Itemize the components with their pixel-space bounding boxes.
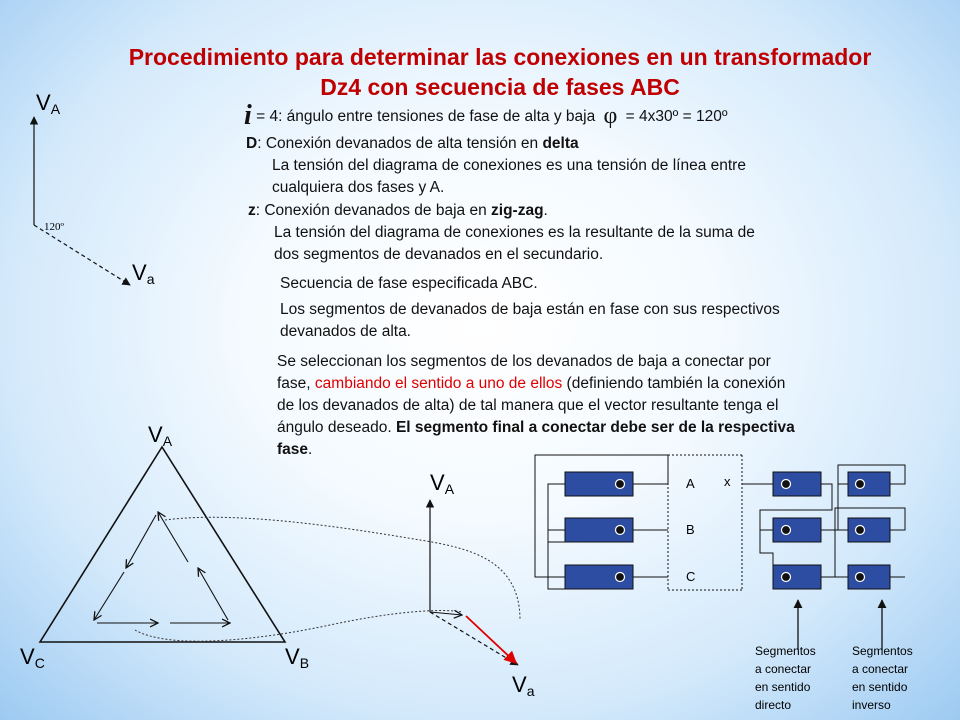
selection-line-3: de los devanados de alta) de tal manera que el vector resultante tenga el xyxy=(277,397,779,414)
formula-text-a: = 4: ángulo entre tensiones de fase de alta y baja xyxy=(256,108,596,125)
phasor-mid-resultant-arrow xyxy=(466,616,516,663)
delta-desc-1: La tensión del diagrama de conexiones es una tensión de línea entre xyxy=(272,157,746,174)
selection-line-1: Se seleccionan los segmentos de los devanados de baja a conectar por xyxy=(277,353,771,370)
caption-inverse-line-1: Segmentos xyxy=(852,644,913,658)
selection-line-4a: ángulo deseado. xyxy=(277,419,396,436)
terminal-b-label: B xyxy=(686,522,695,537)
caption-direct xyxy=(755,644,816,712)
phasor-top-vb-label: Va xyxy=(132,260,155,287)
triangle-label-vc: VC xyxy=(20,644,45,671)
sequence-text: Secuencia de fase especificada ABC. xyxy=(280,275,538,292)
guide-curve-lower xyxy=(135,611,462,642)
triangle-label-va: VA xyxy=(148,422,173,449)
selection-line-5-end: . xyxy=(308,441,313,458)
secondary-windings xyxy=(742,465,905,589)
delta-bold: delta xyxy=(542,135,579,152)
delta-desc-2: cualquiera dos fases y A. xyxy=(272,179,445,196)
phasor-diagram-middle xyxy=(430,470,535,699)
terminal-x-label: x xyxy=(724,474,731,489)
zigzag-end: . xyxy=(543,202,548,219)
phi-symbol: φ xyxy=(603,103,618,129)
caption-direct-line-2: a conectar xyxy=(755,662,812,676)
selection-line-2b: (definiendo también la conexión xyxy=(562,375,786,392)
zigzag-bold: zig-zag xyxy=(491,202,544,219)
winding-c-low-inverse xyxy=(848,565,890,589)
index-symbol: i xyxy=(244,100,252,131)
segments-desc-1: Los segmentos de devanados de baja están en fase con sus respectivos xyxy=(280,301,780,318)
caption-inverse-line-2: a conectar xyxy=(852,662,909,676)
title-line-1: Procedimiento para determinar las conexiones en un transformador xyxy=(128,44,872,70)
terminal-a-label: A xyxy=(686,476,695,491)
zigzag-desc-1: La tensión del diagrama de conexiones es la resultante de la suma de xyxy=(274,224,755,241)
formula-text-b: = 4x30º = 120º xyxy=(625,108,728,125)
caption-inverse xyxy=(852,644,913,712)
triangle-label-vb: VB xyxy=(285,644,310,671)
phasor-top-va-label: VA xyxy=(36,90,61,117)
caption-direct-line-3: en sentido xyxy=(755,680,811,694)
zigzag-text: : Conexión devanados de baja en xyxy=(255,202,492,219)
selection-line-2a: fase, xyxy=(277,375,315,392)
inner-arrow-1 xyxy=(126,515,156,568)
winding-c-low-direct xyxy=(773,565,821,589)
delta-letter: D xyxy=(246,135,258,152)
winding-b-low-direct xyxy=(773,518,821,542)
phasor-mid-segment-arrow xyxy=(430,612,462,615)
triangle-outline xyxy=(40,447,285,642)
selection-highlight: cambiando el sentido a uno de ellos xyxy=(314,375,563,392)
selection-line-5-bold: fase xyxy=(277,441,309,458)
delta-text: : Conexión devanados de alta tensión en xyxy=(257,135,543,152)
caption-inverse-line-4: inverso xyxy=(852,698,891,712)
inner-arrow-4 xyxy=(198,568,228,620)
terminal-c-label: C xyxy=(686,569,696,584)
winding-b-low-inverse xyxy=(848,518,890,542)
caption-direct-line-4: directo xyxy=(755,698,792,712)
segments-desc-2: devanados de alta. xyxy=(280,323,411,340)
phasor-mid-va-low-arrow xyxy=(430,612,518,665)
inner-arrow-2 xyxy=(94,572,124,620)
title-line-2: Dz4 con secuencia de fases ABC xyxy=(320,74,680,100)
primary-windings xyxy=(535,455,742,590)
guide-curve-upper xyxy=(165,517,520,620)
phasor-mid-va-label: VA xyxy=(430,470,455,497)
phasor-mid-vb-label: Va xyxy=(512,672,535,699)
zigzag-desc-2: dos segmentos de devanados en el secundario. xyxy=(274,246,604,263)
winding-a-low-direct xyxy=(773,472,821,496)
phasor-top-va-low-arrow xyxy=(34,225,130,285)
winding-a-low-inverse xyxy=(848,472,890,496)
caption-inverse-line-3: en sentido xyxy=(852,680,908,694)
phasor-top-angle: 120º xyxy=(44,221,64,233)
caption-direct-line-1: Segmentos xyxy=(755,644,816,658)
wiring-diagram xyxy=(535,455,905,650)
delta-triangle xyxy=(20,422,520,671)
selection-line-4-bold: El segmento final a conectar debe ser de la respectiva xyxy=(395,419,795,436)
phasor-diagram-top xyxy=(34,90,155,287)
zigzag-letter: z xyxy=(248,202,256,219)
